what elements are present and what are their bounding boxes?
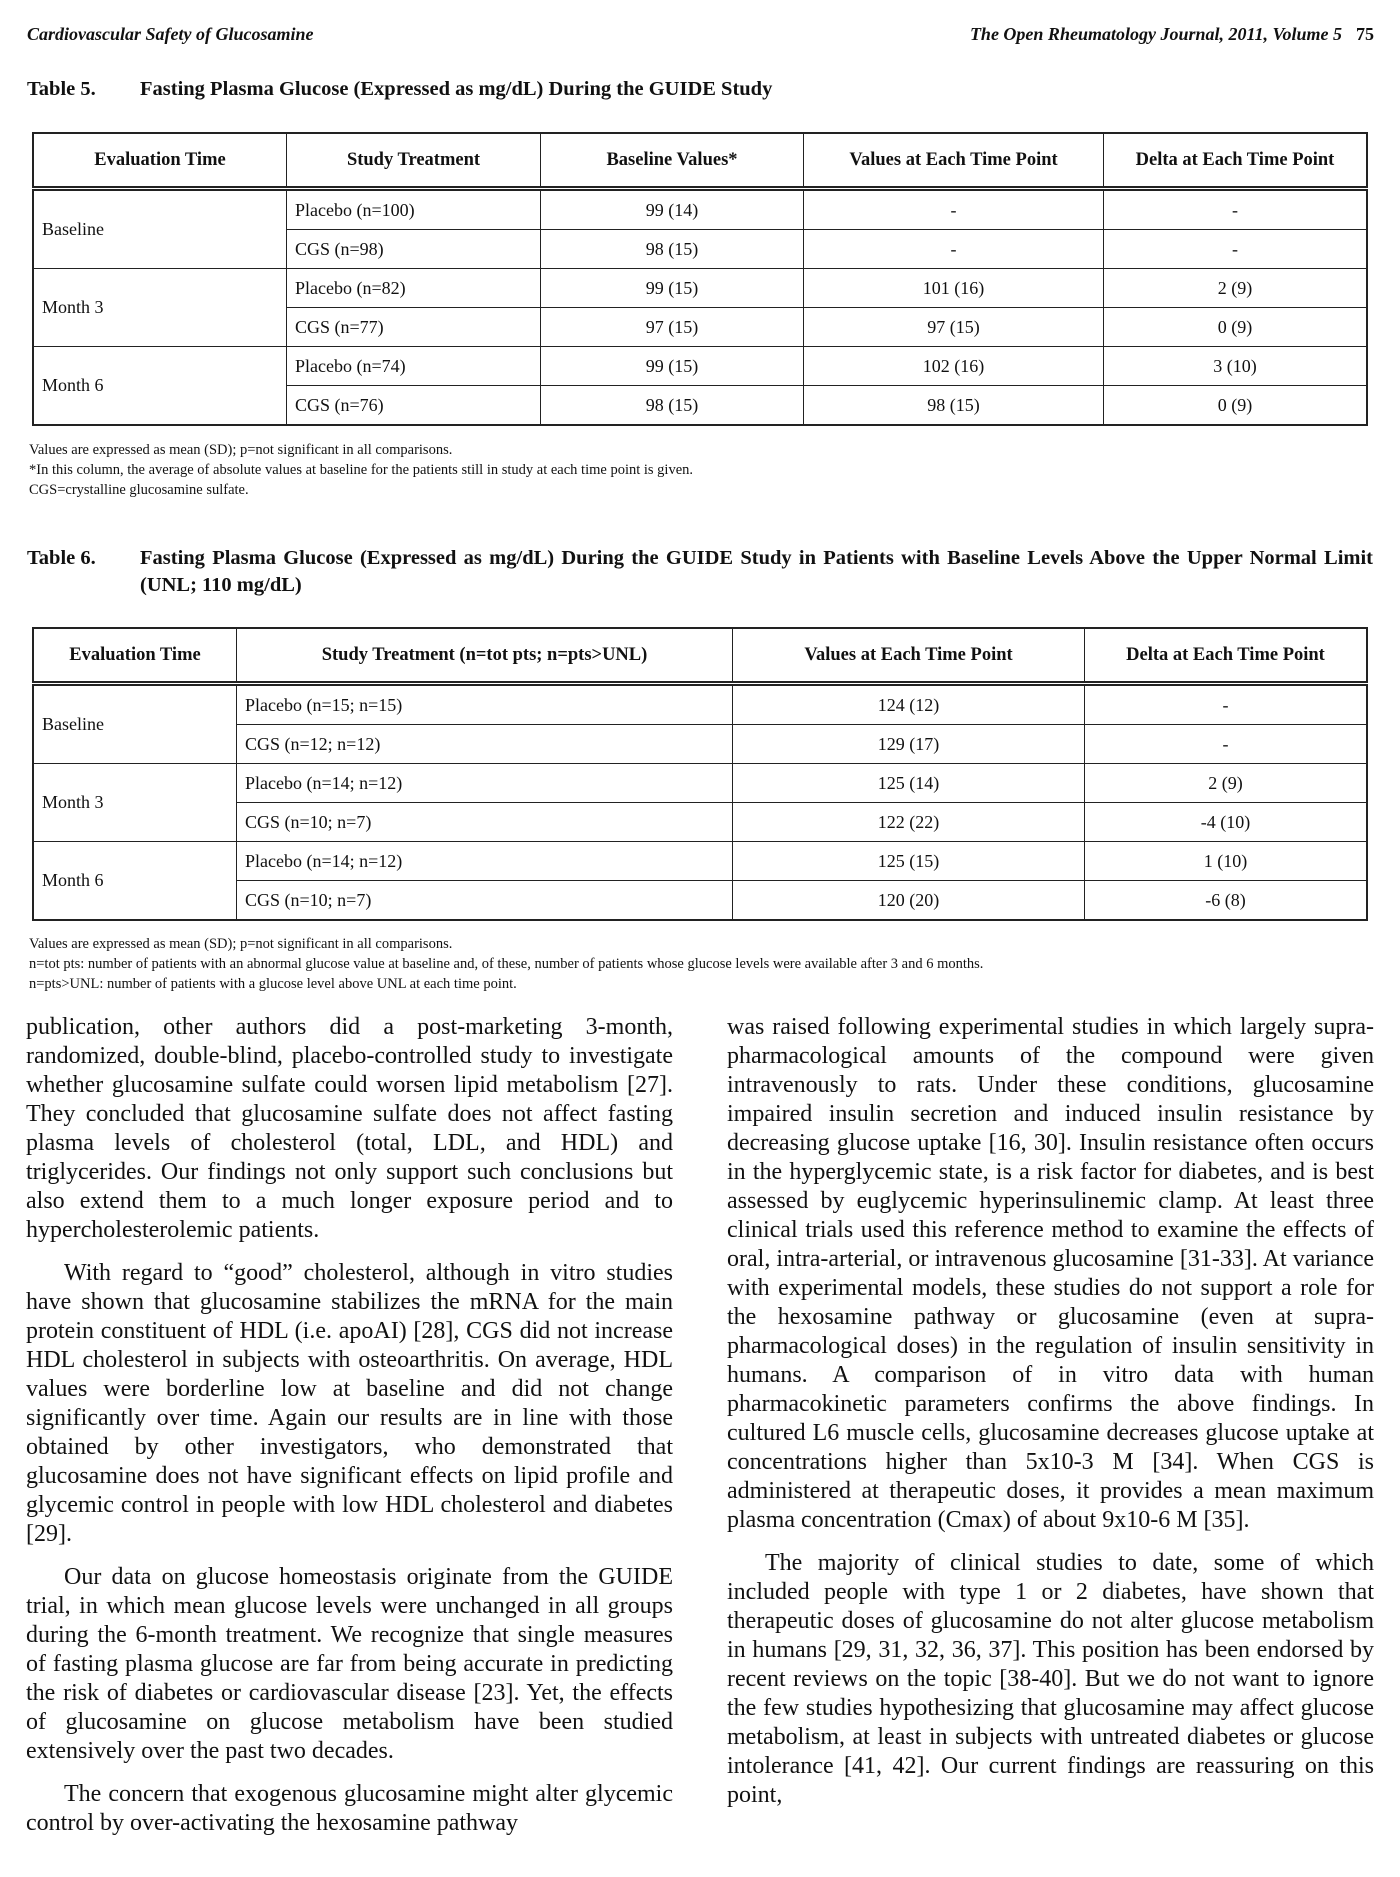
evaluation-time-cell: Month 6 [33, 842, 237, 921]
delta-cell: 2 (9) [1104, 269, 1368, 308]
table6-col-header: Evaluation Time [33, 628, 237, 684]
table5-col-header: Study Treatment [287, 133, 541, 189]
delta-cell: -6 (8) [1085, 881, 1368, 921]
treatment-cell: Placebo (n=82) [287, 269, 541, 308]
treatment-cell: CGS (n=98) [287, 230, 541, 269]
page-number: 75 [1356, 24, 1374, 44]
evaluation-time-cell: Month 6 [33, 347, 287, 426]
baseline-cell: 97 (15) [541, 308, 804, 347]
delta-cell: - [1085, 684, 1368, 725]
table-row [33, 189, 1367, 230]
body-column-right [727, 1013, 1374, 1824]
table5-header-row [33, 133, 1367, 189]
table5 [32, 132, 1368, 426]
table6-col-header: Delta at Each Time Point [1085, 628, 1368, 684]
table5-footnote: Values are expressed as mean (SD); p=not significant in all comparisons. [29, 442, 453, 458]
running-header [27, 24, 1374, 52]
delta-cell: 1 (10) [1085, 842, 1368, 881]
value-cell: 102 (16) [804, 347, 1104, 386]
treatment-cell: CGS (n=76) [287, 386, 541, 426]
table5-footnote: CGS=crystalline glucosamine sulfate. [29, 482, 249, 498]
treatment-cell: Placebo (n=74) [287, 347, 541, 386]
table6-footnote: n=tot pts: number of patients with an abnormal glucose value at baseline and, of these, number of patients whose glucose levels were available after 3 and 6 months. [29, 956, 984, 972]
header-journal-name: The Open Rheumatology Journal, 2011, Volume 5 [969, 24, 1342, 44]
table6-footnote: Values are expressed as mean (SD); p=not significant in all comparisons. [29, 936, 453, 952]
body-column-left [26, 1013, 673, 1852]
treatment-cell: CGS (n=77) [287, 308, 541, 347]
baseline-cell: 98 (15) [541, 230, 804, 269]
value-cell: 125 (15) [733, 842, 1085, 881]
delta-cell: 0 (9) [1104, 386, 1368, 426]
baseline-cell: 98 (15) [541, 386, 804, 426]
table5-col-header: Delta at Each Time Point [1104, 133, 1368, 189]
table6-footnotes [29, 934, 983, 994]
table5-col-header: Values at Each Time Point [804, 133, 1104, 189]
table6-title: Fasting Plasma Glucose (Expressed as mg/dL) During the GUIDE Study in Patients with Baseline Levels Above the Upper Normal Limit (UNL; 110 mg/dL) [140, 547, 1373, 596]
table6 [32, 627, 1368, 921]
table6-header-row [33, 628, 1367, 684]
table-row [33, 347, 1367, 386]
value-cell: 98 (15) [804, 386, 1104, 426]
table6-footnote: n=pts>UNL: number of patients with a glucose level above UNL at each time point. [29, 976, 517, 992]
treatment-cell: CGS (n=12; n=12) [237, 725, 733, 764]
body-paragraph: Our data on glucose homeostasis originate from the GUIDE trial, in which mean glucose levels were unchanged in all groups during the 6-month treatment. We recognize that single measures of fasting plasma glucose are far from being accurate in predicting the risk of diabetes or cardiovascular disease [23]. Yet, the effects of glucosamine on glucose metabolism have been studied extensively over the past two decades. [26, 1564, 673, 1764]
table6-caption [27, 545, 1373, 601]
value-cell: 129 (17) [733, 725, 1085, 764]
value-cell: 125 (14) [733, 764, 1085, 803]
value-cell: 101 (16) [804, 269, 1104, 308]
table6-col-header: Study Treatment (n=tot pts; n=pts>UNL) [237, 628, 733, 684]
value-cell: - [804, 189, 1104, 230]
body-paragraph: With regard to “good” cholesterol, although in vitro studies have shown that glucosamine stabilizes the mRNA for the main protein constituent of HDL (i.e. apoAI) [28], CGS did not increase HDL cholesterol in subjects with osteoarthritis. On average, HDL values were borderline low at baseline and did not change significantly over time. Again our results are in line with those obtained by other investigators, who demonstrated that glucosamine does not have significant effects on lipid profile and glycemic control in people with low HDL cholesterol and diabetes [29]. [26, 1260, 673, 1547]
table-row [33, 764, 1367, 803]
treatment-cell: CGS (n=10; n=7) [237, 803, 733, 842]
treatment-cell: Placebo (n=14; n=12) [237, 842, 733, 881]
baseline-cell: 99 (15) [541, 269, 804, 308]
table-row [33, 842, 1367, 881]
evaluation-time-cell: Baseline [33, 189, 287, 269]
body-paragraph: The concern that exogenous glucosamine might alter glycemic control by over-activating the hexosamine pathway [26, 1781, 673, 1836]
delta-cell: 3 (10) [1104, 347, 1368, 386]
table5-footnotes [29, 440, 693, 500]
header-journal-info [970, 24, 1374, 45]
delta-cell: - [1104, 230, 1368, 269]
evaluation-time-cell: Month 3 [33, 269, 287, 347]
baseline-cell: 99 (15) [541, 347, 804, 386]
delta-cell: -4 (10) [1085, 803, 1368, 842]
value-cell: 122 (22) [733, 803, 1085, 842]
treatment-cell: Placebo (n=100) [287, 189, 541, 230]
value-cell: - [804, 230, 1104, 269]
delta-cell: 2 (9) [1085, 764, 1368, 803]
body-paragraph: publication, other authors did a post-marketing 3-month, randomized, double-blind, placebo-controlled study to investigate whether glucosamine sulfate could worsen lipid metabolism [27]. They concluded that glucosamine sulfate does not affect fasting plasma levels of cholesterol (total, LDL, and HDL) and triglycerides. Our findings not only support such conclusions but also extend them to a much longer exposure period and to hypercholesterolemic patients. [26, 1014, 673, 1243]
table-row [33, 684, 1367, 725]
delta-cell: - [1085, 725, 1368, 764]
table5-col-header: Evaluation Time [33, 133, 287, 189]
treatment-cell: Placebo (n=15; n=15) [237, 684, 733, 725]
baseline-cell: 99 (14) [541, 189, 804, 230]
value-cell: 120 (20) [733, 881, 1085, 921]
value-cell: 97 (15) [804, 308, 1104, 347]
delta-cell: 0 (9) [1104, 308, 1368, 347]
body-paragraph: The majority of clinical studies to date, some of which included people with type 1 or 2 diabetes, have shown that therapeutic doses of glucosamine do not alter glucose metabolism in humans [29, 31, 32, 36, 37]. This position has been endorsed by recent reviews on the topic [38-40]. But we do not want to ignore the few studies hypothesizing that glucosamine may affect glucose metabolism, at least in subjects with untreated diabetes or glucose intolerance [41, 42]. Our current findings are reassuring on this point, [727, 1550, 1374, 1808]
treatment-cell: CGS (n=10; n=7) [237, 881, 733, 921]
header-article-title: Cardiovascular Safety of Glucosamine [27, 24, 314, 44]
value-cell: 124 (12) [733, 684, 1085, 725]
table6-col-header: Values at Each Time Point [733, 628, 1085, 684]
table5-label: Table 5. [27, 78, 96, 100]
evaluation-time-cell: Month 3 [33, 764, 237, 842]
treatment-cell: Placebo (n=14; n=12) [237, 764, 733, 803]
table5-title: Fasting Plasma Glucose (Expressed as mg/dL) During the GUIDE Study [140, 78, 773, 100]
table5-col-header: Baseline Values* [541, 133, 804, 189]
evaluation-time-cell: Baseline [33, 684, 237, 764]
table6-label: Table 6. [27, 547, 96, 569]
delta-cell: - [1104, 189, 1368, 230]
table-row [33, 269, 1367, 308]
table5-footnote: *In this column, the average of absolute values at baseline for the patients still in study at each time point is given. [29, 462, 694, 478]
body-paragraph: was raised following experimental studies in which largely supra-pharmacological amounts of the compound were given intravenously to rats. Under these conditions, glucosamine impaired insulin secretion and induced insulin resistance by decreasing glucose uptake [16, 30]. Insulin resistance often occurs in the hyperglycemic state, is a risk factor for diabetes, and is best assessed by euglycemic hyperinsulinemic clamp. At least three clinical trials used this reference method to examine the effects of oral, intra-arterial, or intravenous glucosamine [31-33]. At variance with experimental models, these studies do not support a role for the hexosamine pathway or glucosamine (even at supra-pharmacological doses) in the regulation of insulin sensitivity in humans. A comparison of in vitro data with human pharmacokinetic parameters confirms the above findings. In cultured L6 muscle cells, glucosamine decreases glucose uptake at concentrations higher than 5x10-3 M [34]. When CGS is administered at therapeutic doses, it provides a mean maximum plasma concentration (Cmax) of about 9x10-6 M [35]. [727, 1014, 1374, 1533]
